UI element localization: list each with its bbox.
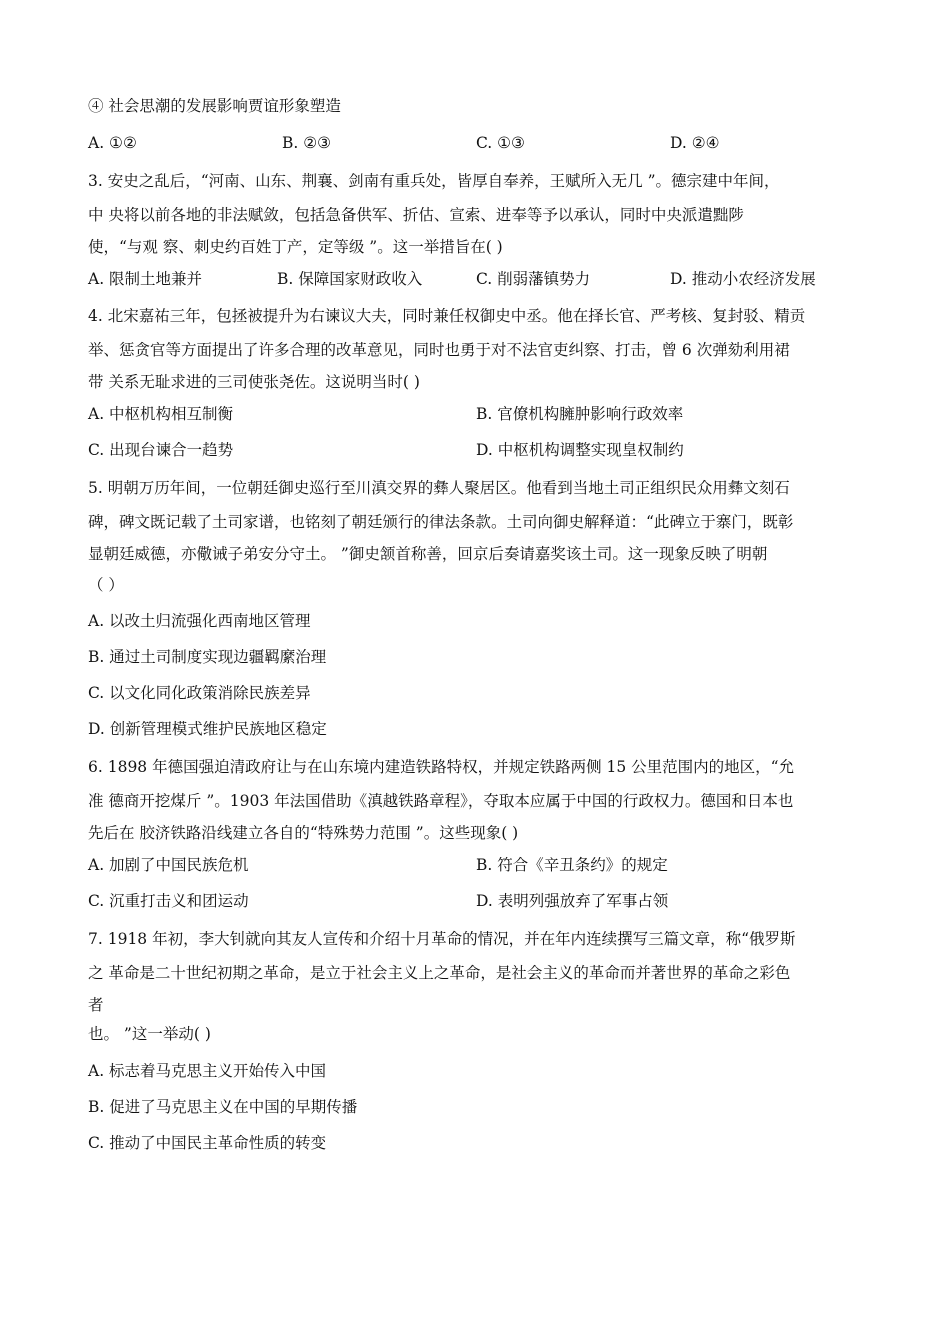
q6-stem-line-2: 准 德商开挖煤斤 ”。1903 年法国借助《滇越铁路章程》，夺取本应属于中国的行政权力。德国和日本也 <box>88 792 794 810</box>
q2-item-4: ④ 社会思潮的发展影响贾谊形象塑造 <box>88 97 341 115</box>
q5-option-a: A. 以改土归流强化西南地区管理 <box>88 612 311 630</box>
q3-option-d: D. 推动小农经济发展 <box>670 270 816 288</box>
q4-stem-line-3: 带 关系无耻求进的三司使张尧佐。这说明当时( ) <box>88 373 420 391</box>
q7-option-c: C. 推动了中国民主革命性质的转变 <box>88 1134 327 1152</box>
q3-option-b: B. 保障国家财政收入 <box>277 270 423 288</box>
q4-option-b: B. 官僚机构臃肿影响行政效率 <box>476 405 684 423</box>
q5-stem-line-3: 显朝廷威德，亦儆诫子弟安分守土。 ”御史颔首称善，回京后奏请嘉奖该土司。这一现象反映了明朝 <box>88 545 768 563</box>
q5-stem-line-4: （ ） <box>88 576 124 594</box>
q3-stem-line-2: 中 央将以前各地的非法赋敛，包括急备供军、折估、宣索、进奉等予以承认，同时中央派遣黜陟 <box>88 206 744 224</box>
q5-stem-line-1: 5. 明朝万历年间，一位朝廷御史巡行至川滇交界的彝人聚居区。他看到当地土司正组织民众用彝文刻石 <box>88 479 790 497</box>
q4-option-a: A. 中枢机构相互制衡 <box>88 405 234 423</box>
q5-option-d: D. 创新管理模式维护民族地区稳定 <box>88 720 327 738</box>
q4-stem-line-1: 4. 北宋嘉祐三年，包拯被提升为右谏议大夫，同时兼任权御史中丞。他在择长官、严考核、复封驳、精贡 <box>88 307 806 325</box>
q5-option-b: B. 通过土司制度实现边疆羁縻治理 <box>88 648 327 666</box>
q4-option-c: C. 出现台谏合一趋势 <box>88 441 234 459</box>
q7-stem-line-3: 者 <box>88 996 104 1014</box>
q3-option-a: A. 限制土地兼并 <box>88 270 203 288</box>
q6-stem-line-1: 6. 1898 年德国强迫清政府让与在山东境内建造铁路特权，并规定铁路两侧 15 公里范围内的地区，“允 <box>88 758 795 776</box>
q6-option-d: D. 表明列强放弃了军事占领 <box>476 892 669 910</box>
q5-stem-line-2: 碑，碑文既记载了土司家谱，也铭刻了朝廷颁行的律法条款。土司向御史解释道：“此碑立于寨门，既彰 <box>88 513 794 531</box>
q6-stem-line-3: 先后在 胶济铁路沿线建立各自的“特殊势力范围 ”。这些现象( ) <box>88 824 519 842</box>
q2-option-d: D. ②④ <box>670 134 720 152</box>
q3-option-c: C. 削弱藩镇势力 <box>476 270 591 288</box>
q6-option-a: A. 加剧了中国民族危机 <box>88 856 249 874</box>
q4-stem-line-2: 举、惩贪官等方面提出了许多合理的改革意见，同时也勇于对不法官吏纠察、打击，曾 6 次弹劾利用裙 <box>88 341 790 359</box>
q7-stem-line-4: 也。 ”这一举动( ) <box>88 1025 211 1043</box>
q5-option-c: C. 以文化同化政策消除民族差异 <box>88 684 311 702</box>
q2-option-c: C. ①③ <box>476 134 525 152</box>
q7-stem-line-2: 之 革命是二十世纪初期之革命，是立于社会主义上之革命，是社会主义的革命而并著世界的革命之彩色 <box>88 964 791 982</box>
q6-option-b: B. 符合《辛丑条约》的规定 <box>476 856 668 874</box>
q2-option-b: B. ②③ <box>282 134 332 152</box>
q4-option-d: D. 中枢机构调整实现皇权制约 <box>476 441 684 459</box>
q3-stem-line-3: 使，“与观 察、刺史约百姓丁产，定等级 ”。这一举措旨在( ) <box>88 238 503 256</box>
q7-option-a: A. 标志着马克思主义开始传入中国 <box>88 1062 327 1080</box>
q6-option-c: C. 沉重打击义和团运动 <box>88 892 249 910</box>
q7-stem-line-1: 7. 1918 年初，李大钊就向其友人宣传和介绍十月革命的情况，并在年内连续撰写三篇文章，称“俄罗斯 <box>88 930 796 948</box>
q7-option-b: B. 促进了马克思主义在中国的早期传播 <box>88 1098 358 1116</box>
q3-stem-line-1: 3. 安史之乱后，“河南、山东、荆襄、剑南有重兵处，皆厚自奉养，王赋所入无几 ”。德宗建中年间， <box>88 172 780 190</box>
q2-option-a: A. ①② <box>88 134 137 152</box>
